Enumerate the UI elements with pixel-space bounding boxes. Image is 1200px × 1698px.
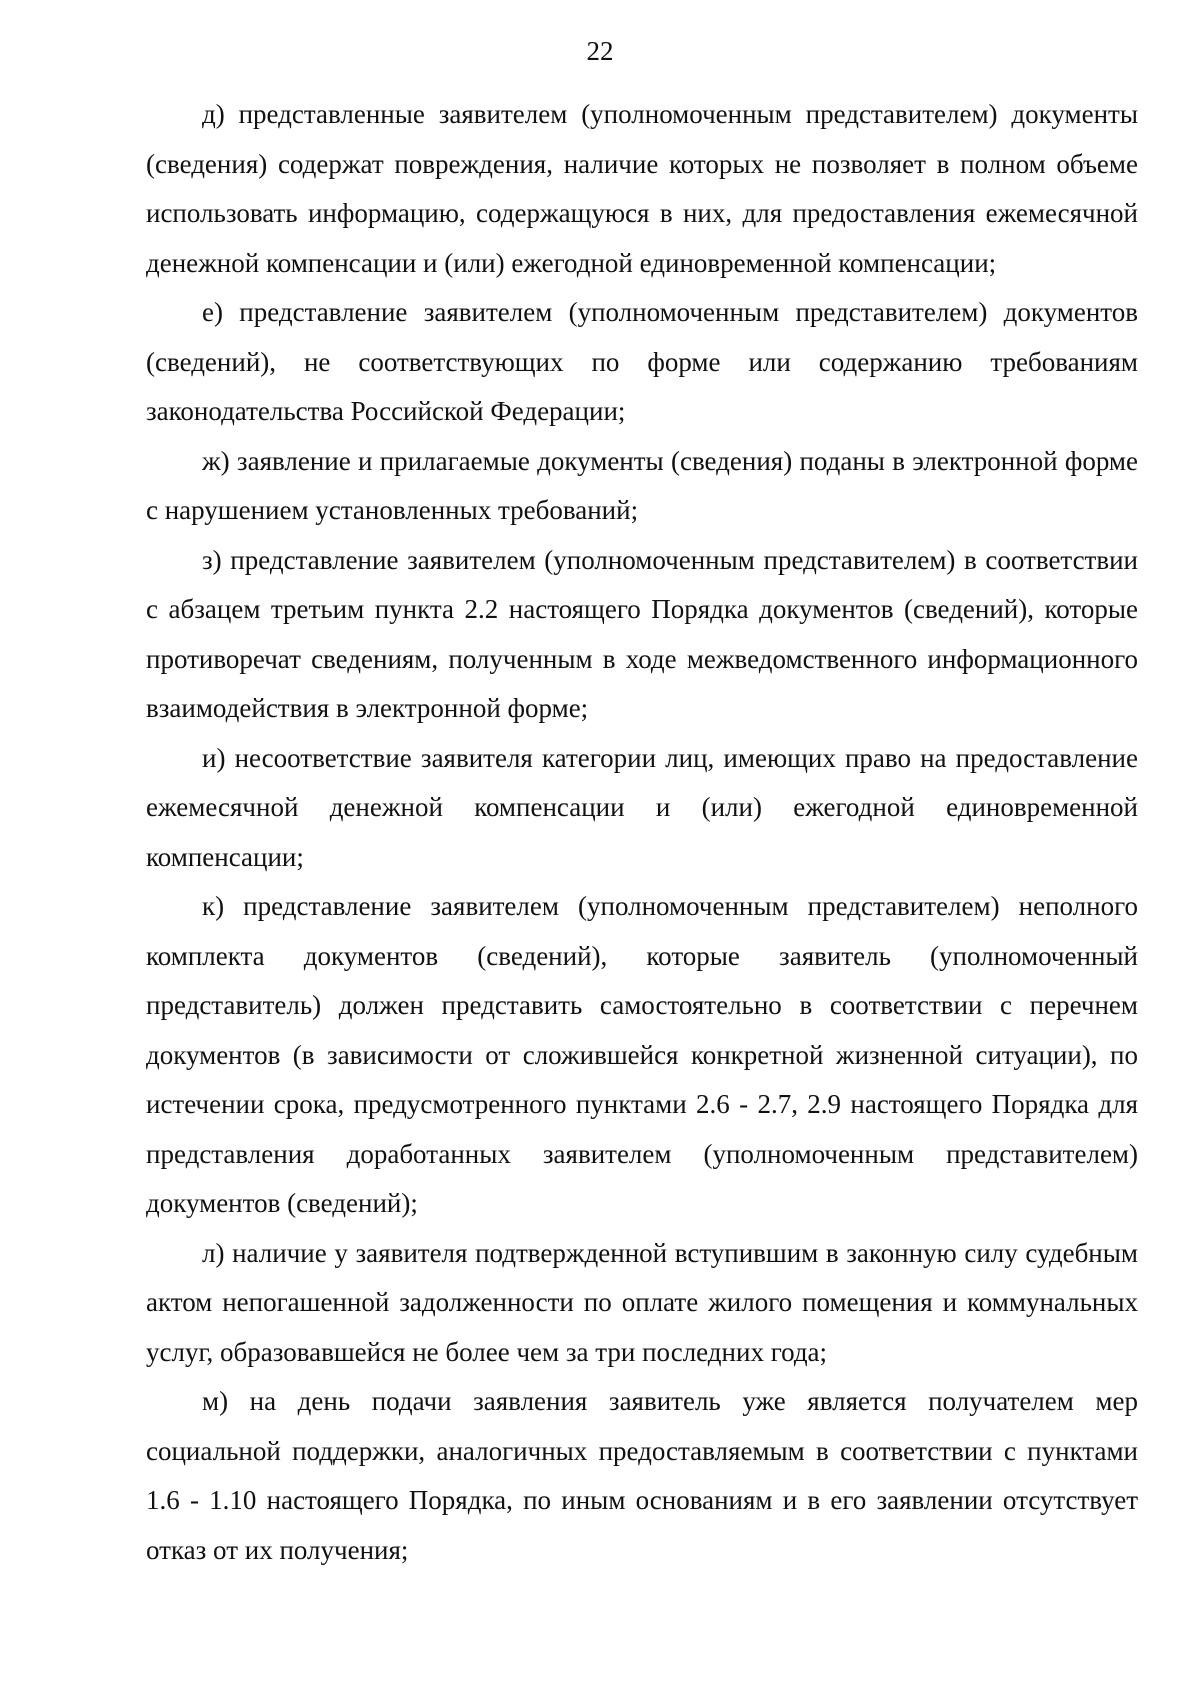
paragraph-l: л) наличие у заявителя подтвержденной вступившим в законную силу судебным актом непогашенной задолженности по оплате жилого помещения и коммунальных услуг, образовавшейся не более чем за три последних года;	[146, 1237, 1138, 1367]
paragraph-d: д) представленные заявителем (уполномоченным представителем) документы (сведения) содержат повреждения, наличие которых не позволяет в полном объеме использовать информацию, содержащуюся в них, для предоставления ежемесячной денежной компенсации и (или) ежегодной единовременной компенсации;	[146, 99, 1138, 278]
document-body	[146, 90, 1138, 1575]
paragraph-z: з) представление заявителем (уполномоченным представителем) в соответствии с абзацем третьим пункта 2.2 настоящего Порядка документов (сведений), которые противоречат сведениям, полученным в ходе межведомственного информационного взаимодействия в электронной форме;	[146, 544, 1138, 723]
page-number: 22	[586, 36, 614, 66]
paragraph-e: е) представление заявителем (уполномоченным представителем) документов (сведений), не соответствующих по форме или содержанию требованиям законодательства Российской Федерации;	[146, 297, 1138, 426]
paragraph-k: к) представление заявителем (уполномоченным представителем) неполного комплекта документов (сведений), которые заявитель (уполномоченный представитель) должен представить самостоятельно в соответствии с перечнем документов (в зависимости от сложившейся конкретной жизненной ситуации), по истечении срока, предусмотренного пунктами 2.6 - 2.7, 2.9 настоящего Порядка для представления доработанных заявителем (уполномоченным представителем) документов (сведений);	[146, 891, 1138, 1218]
paragraph-i: и) несоответствие заявителя категории лиц, имеющих право на предоставление ежемесячной денежной компенсации и (или) ежегодной единовременной компенсации;	[146, 742, 1138, 872]
paragraph-zh: ж) заявление и прилагаемые документы (сведения) поданы в электронной форме с нарушением установленных требований;	[146, 445, 1138, 525]
paragraph-m: м) на день подачи заявления заявитель уже является получателем мер социальной поддержки, аналогичных предоставляемым в соответствии с пунктами 1.6 - 1.10 настоящего Порядка, по иным основаниям и в его заявлении отсутствует отказ от их получения;	[146, 1386, 1138, 1565]
